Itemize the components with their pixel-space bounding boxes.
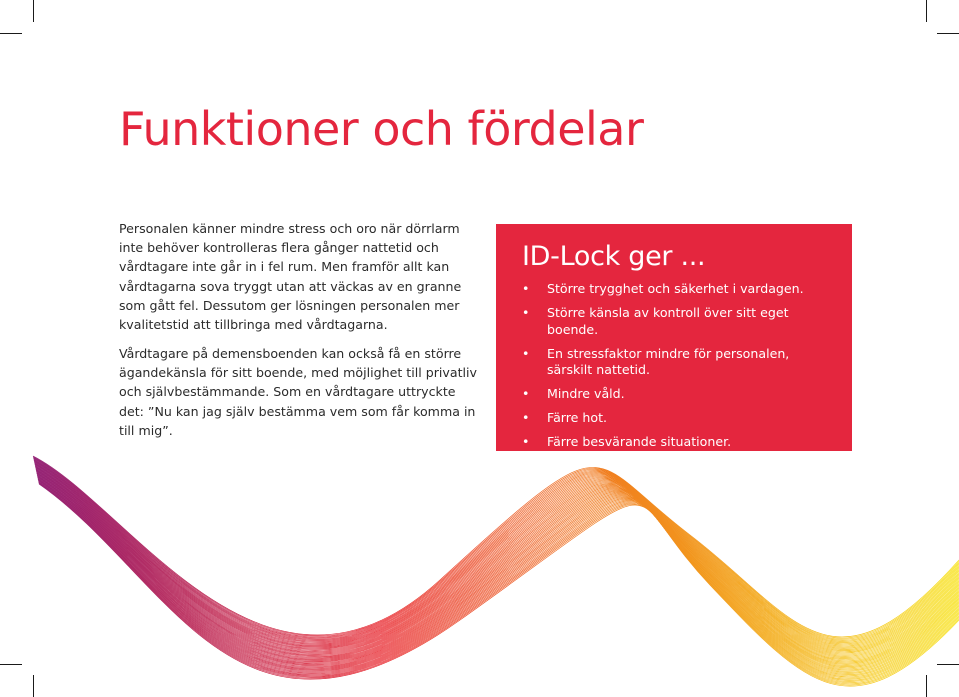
wave-lines: [33, 456, 959, 686]
list-item-text: Större trygghet och säkerhet i vardagen.: [547, 281, 804, 296]
list-item: [522, 346, 837, 379]
wave-line: [33, 458, 959, 640]
list-item-text: Större känsla av kontroll över sitt eget boende.: [547, 305, 789, 337]
list-item-text: En stressfaktor mindre för personalen, särskilt nattetid.: [547, 345, 790, 377]
bullet-icon: •: [522, 281, 530, 296]
benefits-box: [496, 224, 852, 451]
bullet-icon: •: [522, 386, 530, 401]
list-item-text: Färre besvärande situationer.: [547, 434, 732, 449]
body-paragraph-2: Vårdtagare på demensboenden kan också få en större ägandekänsla för sitt boende, med möjlighet till privatliv och självbestämmande. Som en vårdtagare uttryckte det: ”Nu kan jag själv bestämma vem som får komma in till mig”.: [119, 346, 477, 438]
list-item-text: Mindre våld.: [547, 386, 625, 401]
body-paragraph-1: Personalen känner mindre stress och oro när dörrlarm inte behöver kontrolleras flera gånger nattetid och vårdtagare inte går in i fel rum. Men framför allt kan vårdtagarna sova tryggt utan att väckas av en granne som gått fel. Dessutom ger lösningen personalen mer kvalitetstid att tillbringa med vårdtagarna.: [119, 221, 462, 333]
benefits-box-title: ID-Lock ger ...: [522, 241, 706, 272]
wave-line: [35, 464, 959, 651]
list-item: [522, 281, 837, 298]
wave-line: [35, 465, 959, 653]
wave-line: [35, 463, 959, 649]
wave-line: [34, 461, 959, 646]
list-item: [522, 434, 837, 451]
bullet-icon: •: [522, 434, 530, 449]
page-title: Funktioner och fördelar: [119, 102, 644, 156]
wave-line: [34, 459, 959, 642]
bullet-icon: •: [522, 305, 530, 320]
bullet-icon: •: [522, 345, 530, 361]
list-item: [522, 410, 837, 427]
wave-line: [36, 468, 959, 658]
wave-line: [34, 460, 959, 644]
bullet-icon: •: [522, 410, 530, 425]
benefits-list: [522, 281, 852, 451]
list-item-text: Färre hot.: [547, 410, 608, 425]
list-item: [522, 386, 837, 403]
list-item: [522, 305, 837, 338]
wave-line: [35, 466, 959, 655]
